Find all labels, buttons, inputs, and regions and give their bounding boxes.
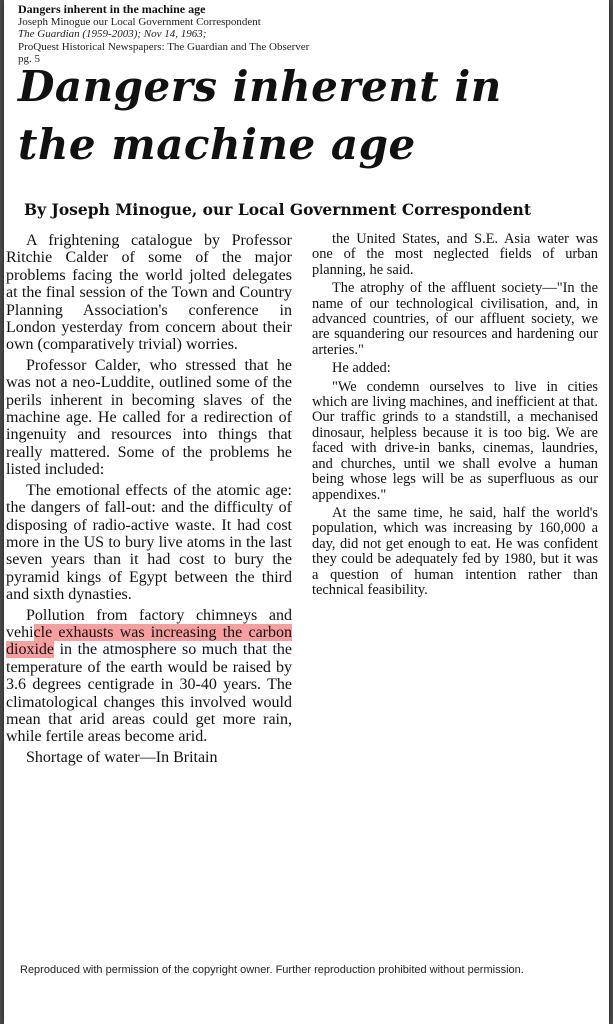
article-headline: Dangers inherent in the machine age bbox=[18, 62, 502, 169]
paragraph: A frightening catalogue by Professor Ritchie Calder of some of the major problems facing the world jolted delegates at the final session of the Town and Country Planning Association's conference in London yesterday from concern about their own (comparatively trivial) worries. bbox=[6, 232, 292, 354]
paragraph: Professor Calder, who stressed that he was not a neo-Luddite, outlined some of the perils inherent in becoming slaves of the machine age. He called for a redirection of ingenuity and resources into things that really mattered. Some of the problems he listed included: bbox=[6, 356, 292, 479]
document-page bbox=[4, 0, 609, 1024]
pollution-text-end: in the atmosphere so much that the temperature of the earth would be raised by 3.6 degrees centigrade in 30-40 years. The climatological changes this involved would mean that arid areas could get more rain, while fertile areas become arid. bbox=[6, 641, 292, 746]
paragraph: The atrophy of the affluent society—"In the name of our technological civilisation, and, in advanced countries, of our affluent society, we are squandering our resources and hardening our arteries." bbox=[312, 280, 598, 358]
citation-author: Joseph Minogue our Local Government Correspondent bbox=[18, 15, 261, 28]
citation-header bbox=[18, 3, 438, 66]
citation-database: ProQuest Historical Newspapers: The Guardian and The Observer bbox=[18, 40, 310, 53]
citation-source: The Guardian (1959-2003); Nov 14, 1963; bbox=[18, 28, 207, 40]
article-column-right bbox=[312, 232, 598, 601]
paragraph: The emotional effects of the atomic age: the dangers of fall-out: and the difficulty of disposing of radio-active waste. It had cost more in the US to bury live atoms in the last seven years than it had cost to bury the pyramid kings of Egypt between the third and sixth dynasties. bbox=[6, 481, 292, 604]
article-column-left bbox=[6, 232, 292, 769]
paragraph: "We condemn ourselves to live in cities which are living machines, and inefficient at that. Our traffic grinds to a standstill, a mechanised dinosaur, helpless because it is too big. We are faced with drive-in banks, cinemas, laundries, and churches, until we shall evolve a human being whose legs will be as superfluous as our appendixes." bbox=[312, 378, 598, 503]
copyright-footer: Reproduced with permission of the copyright owner. Further reproduction prohibited without permission. bbox=[20, 964, 524, 976]
paragraph: He added: bbox=[332, 360, 391, 377]
paragraph: At the same time, he said, half the world's population, which was increasing by 160,000 a day, did not get enough to eat. He was confident they could be adequately fed by 1980, but it was a question of human intention rather than technical feasibility. bbox=[312, 504, 598, 598]
highlighted-text: cle exhausts was increasing the carbon dioxide bbox=[6, 623, 292, 659]
citation-title: Dangers inherent in the machine age bbox=[18, 2, 206, 16]
paragraph: the United States, and S.E. Asia water was one of the most neglected fields of urban planning, he said. bbox=[312, 231, 598, 278]
article-byline: By Joseph Minogue, our Local Government Correspondent bbox=[24, 200, 531, 219]
paragraph-pollution bbox=[6, 607, 292, 746]
citation-page: pg. 5 bbox=[18, 53, 40, 65]
pollution-text-start: Pollution from factory chimneys and vehi bbox=[6, 606, 292, 641]
paragraph: Shortage of water—In Britain bbox=[26, 748, 218, 766]
